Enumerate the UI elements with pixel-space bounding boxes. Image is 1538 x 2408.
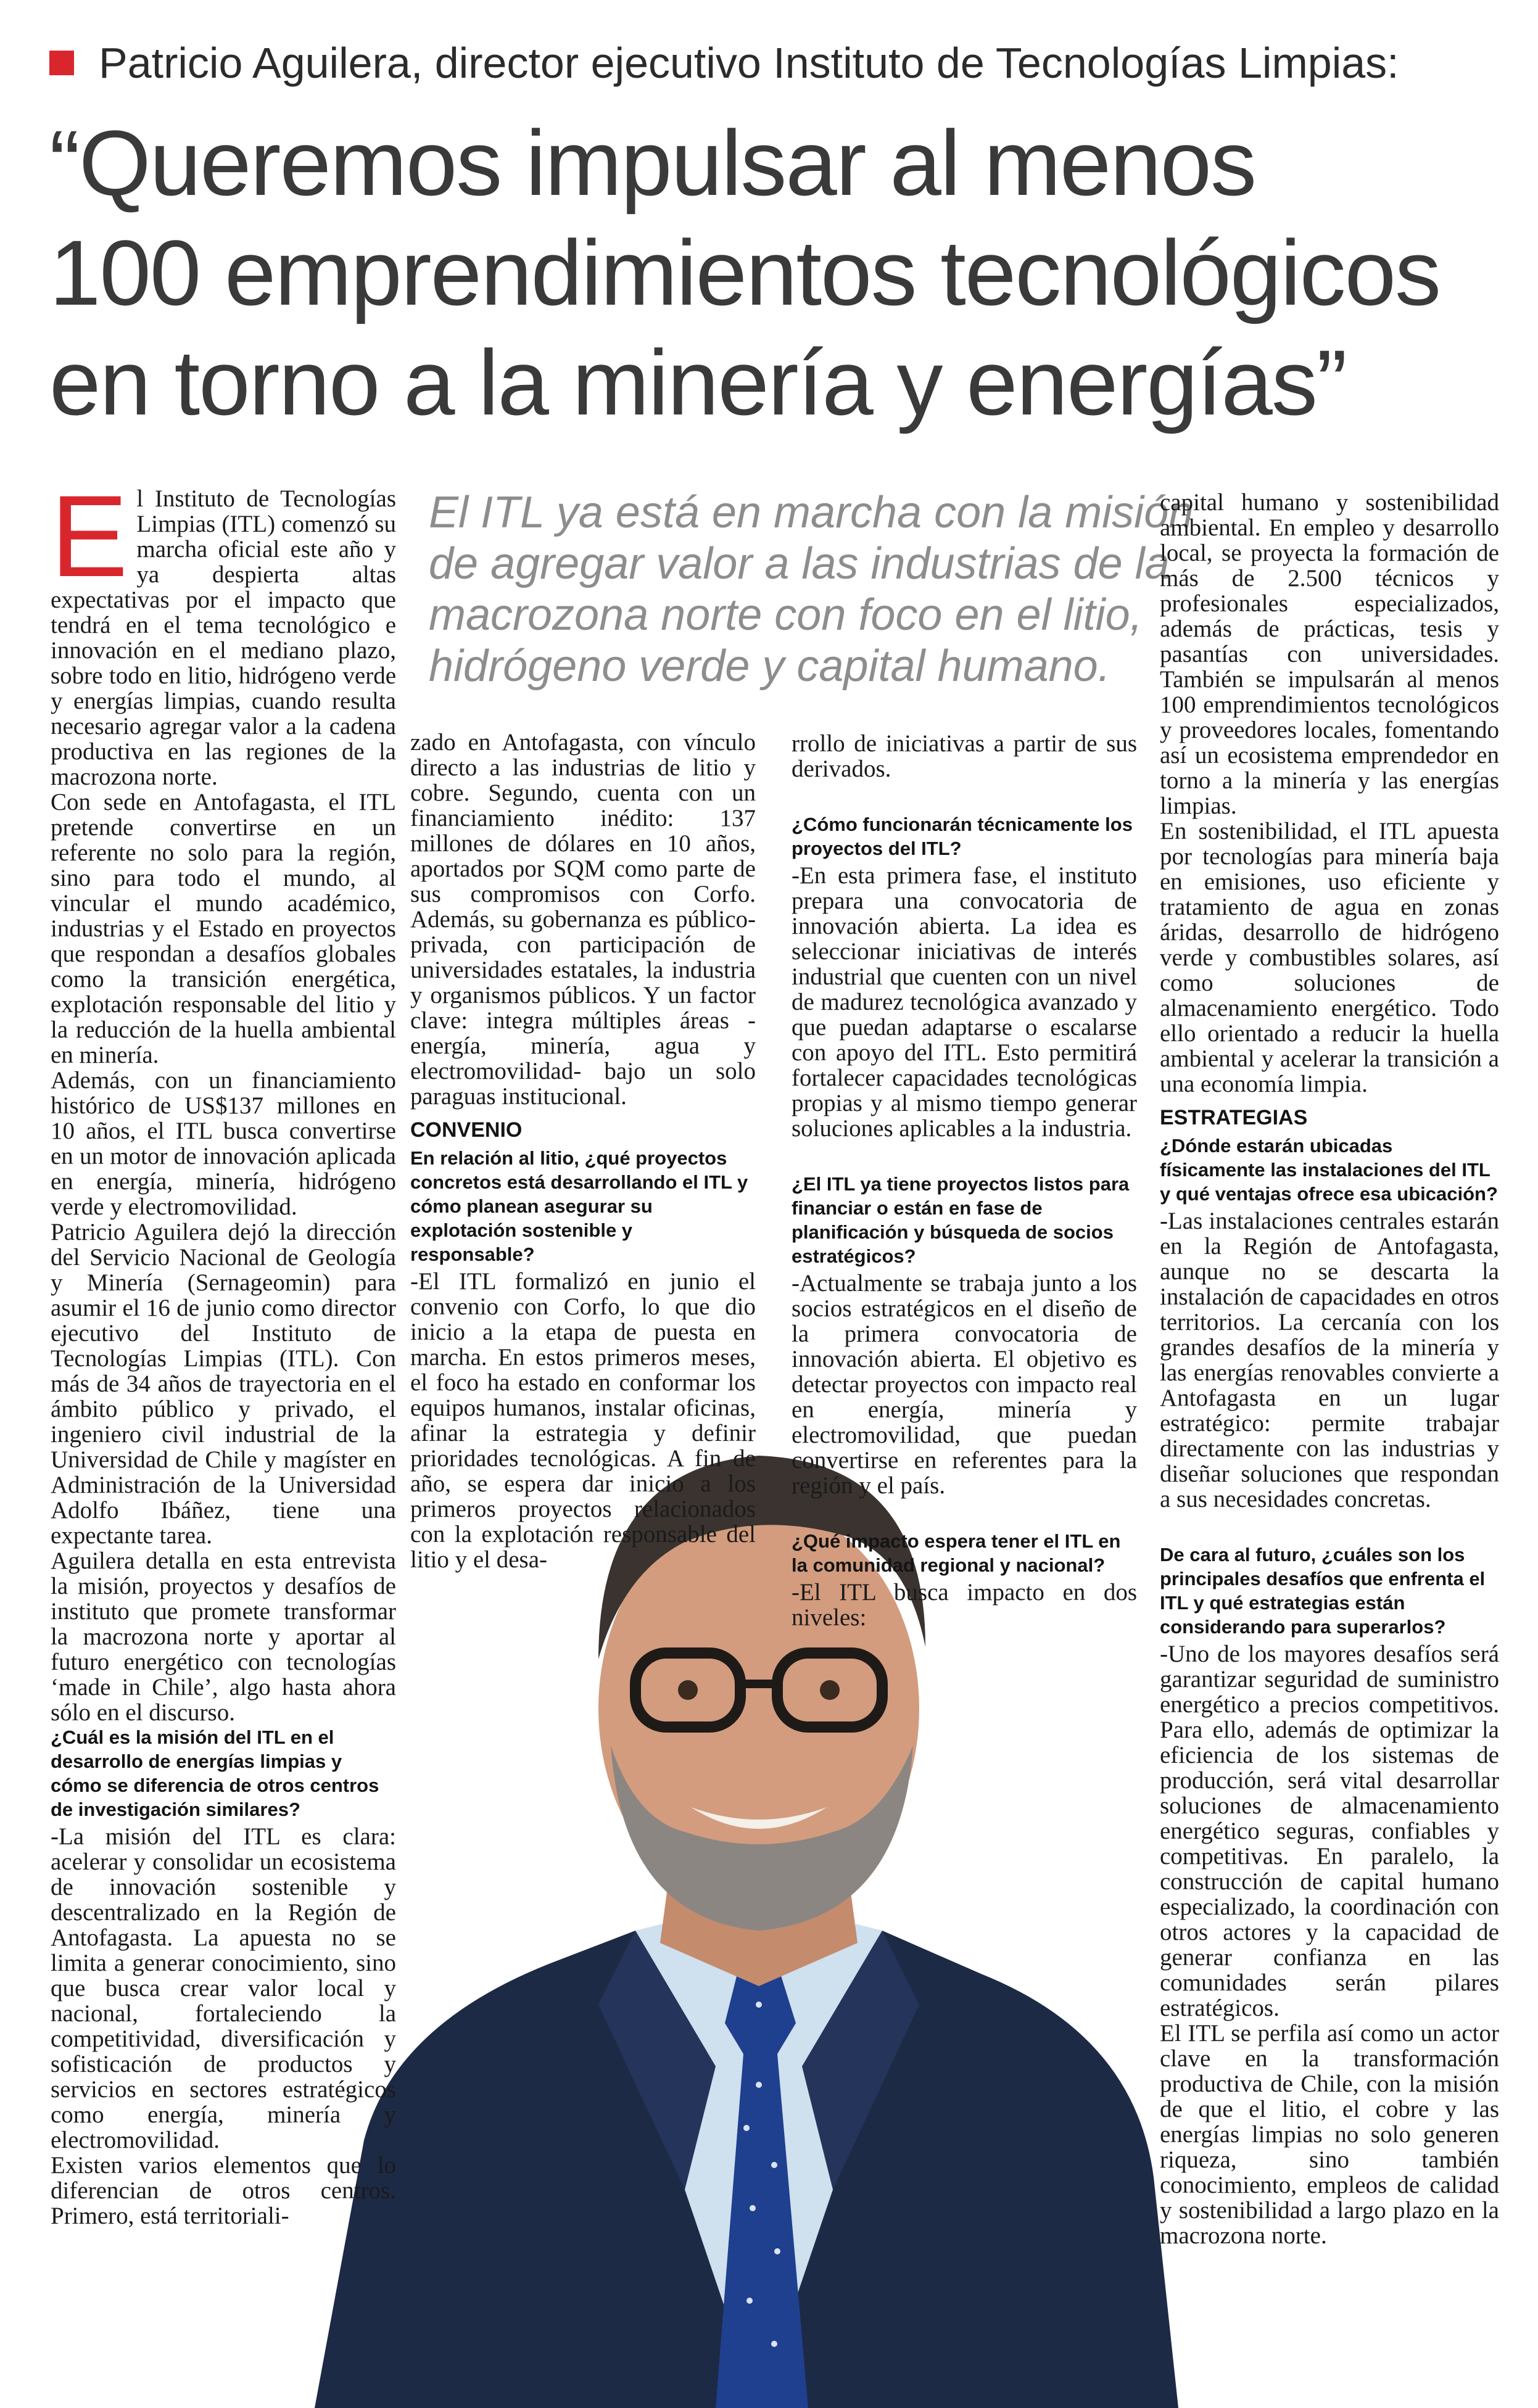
headline-line-3: en torno a la minería y energías” [49,331,1346,434]
drop-cap: E [51,471,128,601]
kicker [49,32,1505,94]
section-convenio: CONVENIO [410,1118,523,1142]
deck-line-3: macrozona norte con foco en el litio, [429,590,1143,640]
paragraph-intro: l Instituto de Tecnologías Limpias (ITL) comenzó su marcha oficial este año y ya despierta altas expectativas por el impacto que tendrá en el tema tecnológico e innovación en el mediano plazo, sobre todo en litio, hidrógeno verde y energías limpias, cuando resulta necesario agregar valor a la cadena productiva en las regiones de la macrozona norte. [51,485,396,790]
answer-2: -El ITL formalizó en junio el convenio con Corfo, lo que dio inicio a la etapa de puesta en marcha. En estos primeros meses, el foco ha estado en conformar los equipos humanos, instalar oficinas, afinar la estrategia y definir prioridades tecnológicas. A fin de año, se espera dar inicio a los primeros proyectos relacionados con la explotación responsable del litio y el desa- [410,1268,756,1573]
paragraph-capital-humano: capital humano y sostenibilidad ambiental. En empleo y desarrollo local, se proyecta la formación de más de 2.500 técnicos y profesionales especializados, además de prácticas, tesis y pasantías con universidades. También se impulsarán al menos 100 emprendimientos tecnológicos y proveedores locales, fomentando así un ecosistema emprendedor en torno a la minería y las energías limpias. [1160,489,1499,819]
question-2: En relación al litio, ¿qué proyectos concretos está desarrollando el ITL y cómo planean asegurar su explotación sostenible y responsable? [410,1147,748,1265]
kicker-text: Patricio Aguilera, director ejecutivo Instituto de Tecnologías Limpias: [99,39,1399,87]
column-3 [792,731,1137,1630]
headline-line-2: 100 emprendimientos tecnológicos [49,221,1441,324]
paragraph-derivados: rrollo de iniciativas a partir de sus derivados. [792,730,1137,782]
question-7: De cara al futuro, ¿cuáles son los principales desafíos que enfrenta el ITL y qué estrategias están considerando para superarlos? [1160,1544,1486,1638]
deck-line-1: El ITL ya está en marcha con la misión [429,488,1194,537]
headline-line-1: “Queremos impulsar al menos [49,111,1256,215]
paragraph-territorial: zado en Antofagasta, con vínculo directo a las industrias de litio y cobre. Segundo, cuenta con un financiamiento inédito: 137 millones de dólares en 10 años, aportados por SQM como parte de sus compromisos con Corfo. Además, su gobernanza es público-privada, con participación de universidades estatales, la industria y organismos públicos. Y un factor clave: integra múltiples áreas -energía, minería, agua y electromovilidad- bajo un solo paraguas institucional. [410,729,756,1110]
answer-1: -La misión del ITL es clara: acelerar y consolidar un ecosistema de innovación sostenible y descentralizado en la Región de Antofagasta. La apuesta no se limita a generar conocimiento, sino que busca crear valor local y nacional, fortaleciendo la competitividad, diversificación y sofisticación de productos y servicios en sectores estratégicos como energía, minería y electromovilidad. [51,1823,396,2153]
answer-1-continued: Existen varios elementos que lo diferencian de otros centros. Primero, está territoriali- [51,2152,396,2229]
red-square-icon [49,51,74,75]
section-estrategias: ESTRATEGIAS [1160,1106,1308,1129]
column-2 [410,730,756,1572]
paragraph-4: Patricio Aguilera dejó la dirección del Servicio Nacional de Geología y Minería (Sernageomin) para asumir el 16 de junio como director ejecutivo del Instituto de Tecnologías Limpias (ITL). Con más de 34 años de trayectoria en el ámbito público y privado, el ingeniero civil industrial de la Universidad de Chile y magíster en Administración de la Universidad Adolfo Ibáñez, tiene una expectante tarea. [51,1219,396,1549]
deck-line-4: hidrógeno verde y capital humano. [429,641,1110,691]
question-1: ¿Cuál es la misión del ITL en el desarrollo de energías limpias y cómo se diferencia de otros centros de investigación similares? [51,1726,379,1820]
answer-6: -Las instalaciones centrales estarán en la Región de Antofagasta, aunque no se descarta la instalación de capacidades en otros territorios. La cercanía con los grandes desafíos de la minería y las energías renovables convierte a Antofagasta en un lugar estratégico: permite trabajar directamente con las industrias y diseñar soluciones que respondan a sus necesidades concretas. [1160,1208,1499,1512]
question-3: ¿Cómo funcionarán técnicamente los proyectos del ITL? [792,814,1133,859]
answer-4: -Actualmente se trabaja junto a los socios estratégicos en el diseño de la primera convocatoria de innovación abierta. El objetivo es detectar proyectos con impacto real en energía, minería y electromovilidad, que puedan convertirse en referentes para la región y el país. [792,1270,1137,1499]
deck-line-2: de agregar valor a las industrias de la [429,539,1170,588]
answer-5: -El ITL busca impacto en dos niveles: [792,1579,1137,1631]
deck [429,487,1194,692]
headline [49,108,1518,437]
column-4 [1160,490,1499,2248]
column-1-lower [51,1725,396,2229]
answer-3: -En esta primera fase, el instituto prepara una convocatoria de innovación abierta. La idea es seleccionar iniciativas de interés industrial que cuenten con un nivel de madurez tecnológica avanzado y que puedan adaptarse o escalarse con apoyo del ITL. Esto permitirá fortalecer capacidades tecnológicas propias y al mismo tiempo generar soluciones aplicables a la industria. [792,862,1137,1142]
question-5: ¿Qué impacto espera tener el ITL en la comunidad regional y nacional? [792,1530,1121,1576]
paragraph-5: Aguilera detalla en esta entrevista la misión, proyectos y desafíos de instituto que promete transformar la macrozona norte y aportar al futuro energético con tecnologías ‘made in Chile’, algo hasta ahora sólo en el discurso. [51,1548,396,1726]
answer-7: -Uno de los mayores desafíos será garantizar seguridad de suministro energético a precios competitivos. Para ello, además de optimizar la eficiencia de los sistemas de producción, será vital desarrollar soluciones de almacenamiento energético seguras, confiables y competitivas. En paralelo, la construcción de capital humano especializado, la coordinación con otros actores y la capacidad de generar confianza en las comunidades serán pilares estratégicos. [1160,1641,1499,2021]
paragraph-sostenibilidad: En sostenibilidad, el ITL apuesta por tecnologías para minería baja en emisiones, uso eficiente y tratamiento de agua en zonas áridas, desarrollo de hidrógeno verde y combustibles solares, así como soluciones de almacenamiento energético. Todo ello orientado a reducir la huella ambiental y acelerar la transición a una economía limpia. [1160,818,1499,1097]
paragraph-2: Con sede en Antofagasta, el ITL pretende convertirse en un referente no solo para la región, sino para todo el mundo, al vincular el mundo académico, industrias y el Estado en proyectos que respondan a desafíos globales como la transición energética, explotación responsable del litio y la reducción de la huella ambiental en minería. [51,789,396,1068]
column-1 [51,471,396,1726]
question-4: ¿El ITL ya tiene proyectos listos para financiar o están en fase de planificación y búsqueda de socios estratégicos? [792,1173,1130,1267]
paragraph-3: Además, con un financiamiento histórico de US$137 millones en 10 años, el ITL busca convertirse en un motor de innovación aplicada en energía, minería, hidrógeno verde y electromovilidad. [51,1067,396,1220]
question-6: ¿Dónde estarán ubicadas físicamente las instalaciones del ITL y qué ventajas ofrece esa ubicación? [1160,1135,1498,1205]
answer-7-closing: El ITL se perfila así como un actor clave en la transformación productiva de Chile, con la misión de que el litio, el cobre y las energías limpias no solo generen riqueza, sino también conocimiento, empleos de calidad y sostenibilidad a largo plazo en la macrozona norte. [1160,2020,1499,2249]
